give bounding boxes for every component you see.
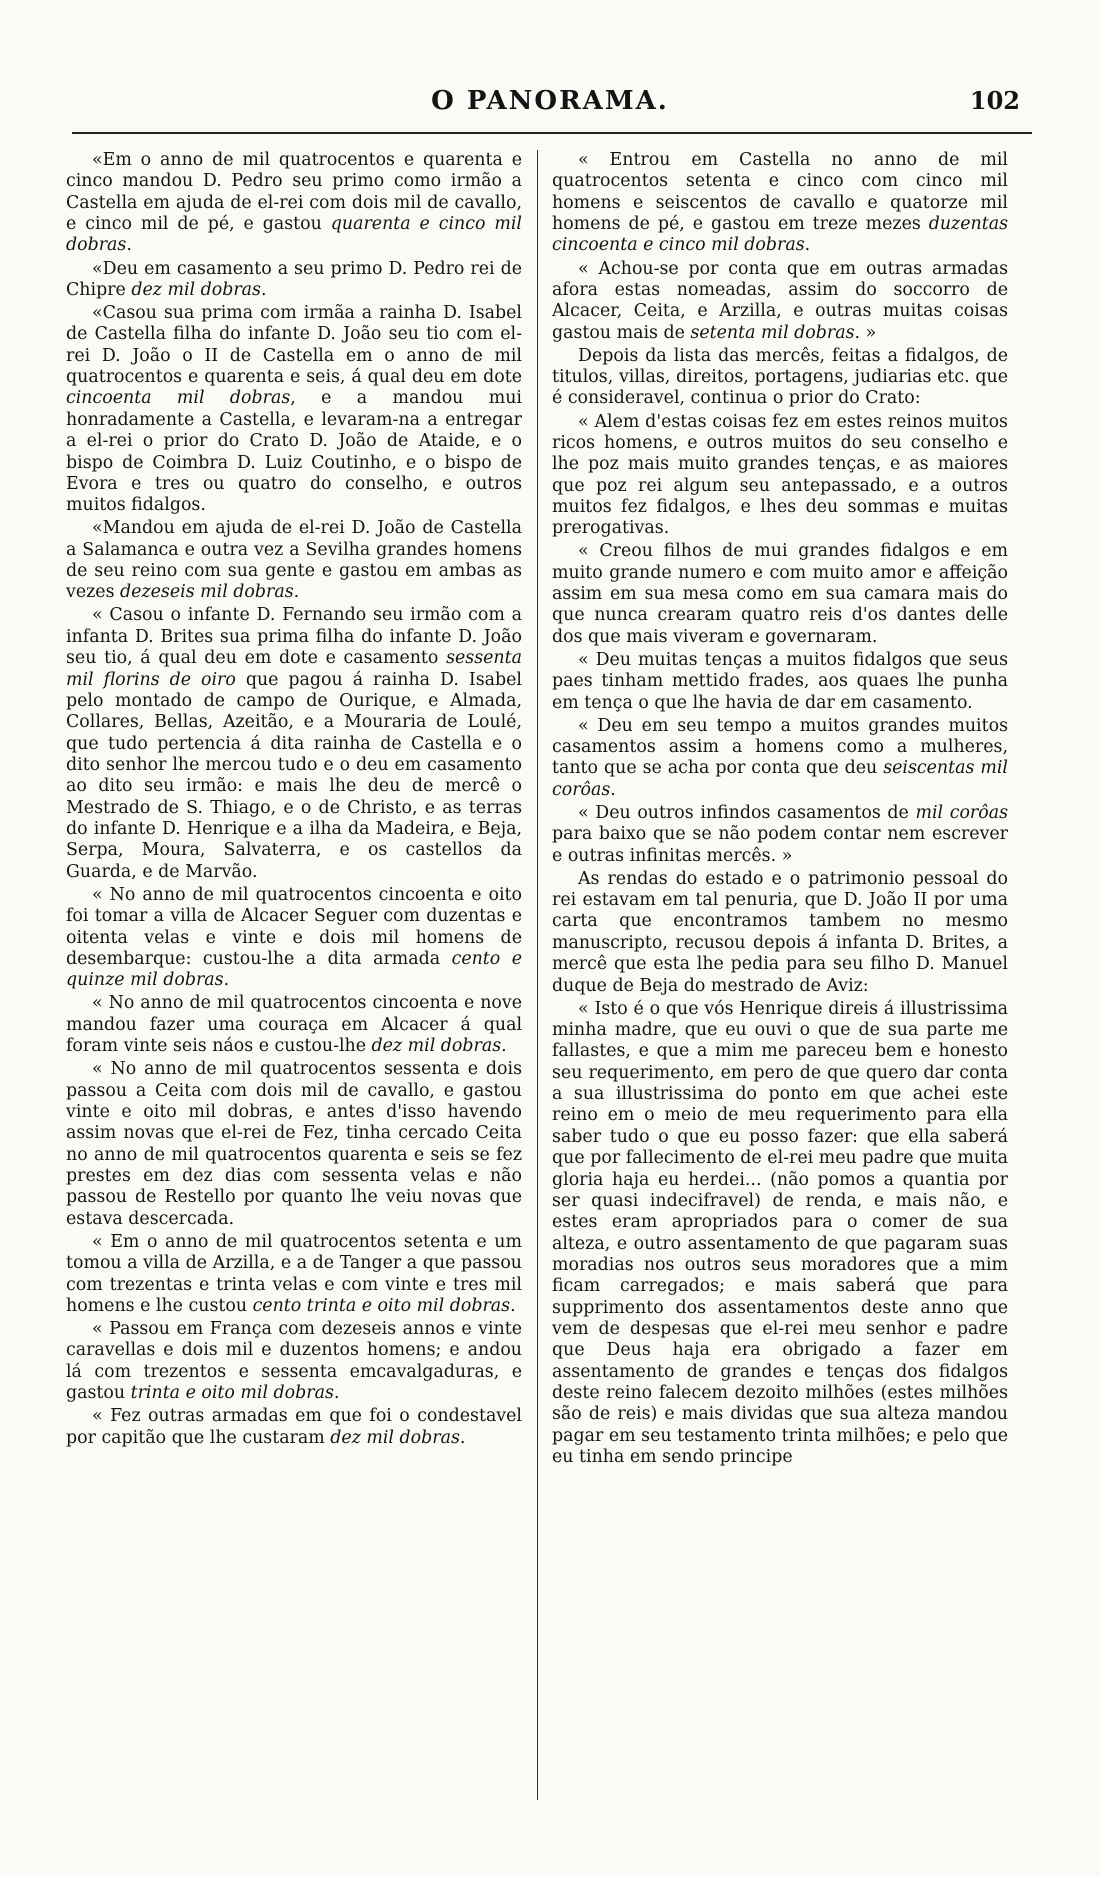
paragraph-text: « Fez outras armadas em que foi o condestavel por capitão que lhe custaram (66, 1406, 522, 1448)
paragraph-text-end: , e a mandou mui honradamente a Castella, e levaram-na a entregar a el-rei o prior do Crato D. João de Ataide, e o bispo de Coimbra D. Luiz Coutinho, e o bispo de Evora e tres ou quatro do conselho, e outros muitos fidalgos. (66, 388, 522, 516)
right-column (552, 150, 1008, 1469)
paragraph-italic: setenta mil dobras (690, 322, 855, 343)
paragraph-italic: cento trinta e oito mil dobras (252, 1295, 511, 1316)
paragraph-text: « Deu outros infindos casamentos de (578, 802, 916, 823)
paragraph (66, 1232, 522, 1317)
paragraph (552, 869, 1008, 997)
paragraph (552, 650, 1008, 714)
paragraph-text: «Em o anno de mil quatrocentos e quarenta e cinco mandou D. Pedro seu primo como irmão a Castella em ajuda de el-rei com dois mil de cavallo, e cinco mil de pé, e gastou (66, 150, 522, 235)
paragraph-text-end: . (223, 970, 230, 991)
publication-title: O PANORAMA. (431, 86, 669, 116)
paragraph (552, 150, 1008, 257)
paragraph-text: «Casou sua prima com irmãa a rainha D. Isabel de Castella filha do infante D. João seu tio com el-rei D. João o II de Castella em o anno de mil quatrocentos e quarenta e seis, á qual deu em dote (66, 302, 522, 388)
paragraph-text-end: para baixo que se não podem contar nem escrever e outras infinitas mercês. » (552, 824, 1008, 866)
paragraph-text: « No anno de mil quatrocentos cincoenta e oito foi tomar a villa de Alcacer Seguer com duzentas e oitenta velas e vinte e dois mil homens de desembarque: custou-lhe a dita armada (66, 884, 522, 969)
paragraph-text: «Mandou em ajuda de el-rei D. João de Castella a Salamanca e outra vez a Sevilha grandes homens de seu reino com sua gente e gastou em ambas as vezes (66, 518, 522, 603)
paragraph-text: « Em o anno de mil quatrocentos setenta e um tomou a villa de Arzilla, e a de Tanger a que passou com trezentas e trinta velas e com vinte e tres mil homens e lhe custou (66, 1231, 522, 1316)
paragraph (66, 1319, 522, 1404)
paragraph-text-end: . » (854, 322, 877, 343)
column-divider (537, 150, 538, 1800)
paragraph-italic: dez mil dobras (330, 1427, 460, 1448)
paragraph-text: « Passou em França com dezeseis annos e vinte caravellas e dois mil e duzentos homens; e andou lá com trezentos e sessenta emcavalgaduras, e gastou (66, 1319, 522, 1404)
paragraph-italic: trinta e oito mil dobras (130, 1383, 334, 1404)
paragraph-text: « Alem d'estas coisas fez em estes reinos muitos ricos homens, e outros muitos do seu conselho e lhe poz mais muito grandes tenças, e as maiores que poz rei algum seu antepassado, e a outros muitos fez fidalgos, e lhes deu sommas e muitas prerogativas. (552, 411, 1008, 539)
paragraph-italic: dez mil dobras (371, 1036, 502, 1057)
paragraph (66, 150, 522, 257)
paragraph-italic: dez mil dobras (131, 279, 261, 300)
paragraph-text: « Deu em seu tempo a muitos grandes muitos casamentos assim a homens como a mulheres, tanto que se acha por conta que deu (552, 715, 1008, 779)
paragraph-text-end: que pagou á rainha D. Isabel pelo montado de campo de Ourique, e Almada, Collares, Bellas, Azeitão, e a Mouraria de Loulé, que tudo pertencia á dita rainha de Castella e o dito senhor lhe mercou tudo e o deu em casamento ao dito seu irmão: e mais lhe deu de mercê o Mestrado de S. Thiago, e o de Christo, e as terras do infante D. Henrique e a ilha da Madeira, e Beja, Serpa, Moura, Salvaterra, e os castellos da Guarda, e de Marvão. (66, 669, 522, 882)
paragraph-text: « No anno de mil quatrocentos cincoenta e nove mandou fazer uma couraça em Alcacer á qual foram vinte seis náos e custou-lhe (66, 993, 522, 1057)
paragraph (66, 259, 522, 302)
paragraph-italic: quarenta e cinco mil dobras (66, 214, 522, 256)
paragraph-text: « Achou-se por conta que em outras armadas afora estas nomeadas, assim do soccorro de Alcacer, Ceita, e Arzilla, e outras muitas coisas gastou mais de (552, 258, 1008, 343)
paragraph (552, 999, 1008, 1469)
paragraph-italic: cincoenta mil dobras (66, 388, 291, 409)
paragraph (66, 518, 522, 603)
paragraph-italic: sessenta mil florins de oiro (66, 648, 522, 690)
paragraph-italic: seiscentas mil corôas (552, 758, 1008, 800)
paragraph-text: « Entrou em Castella no anno de mil quatrocentos setenta e cinco com cinco mil homens e seiscentos de cavallo e quatorze mil homens de pé, e gastou em treze mezes (552, 150, 1008, 235)
paragraph-italic: mil corôas (915, 802, 1008, 823)
paragraph-text-end: . (333, 1383, 340, 1404)
paragraph-text: As rendas do estado e o patrimonio pessoal do rei estavam em tal penuria, que D. João II por uma carta que encontramos tambem no mesmo manuscripto, recusou depois á infanta D. Brites, a mercê que esta lhe pedia para seu filho D. Manuel duque de Beja do mestrado de Aviz: (552, 868, 1008, 996)
paragraph (66, 1406, 522, 1449)
paragraph (66, 605, 522, 883)
paragraph-text: «Deu em casamento a seu primo D. Pedro rei de Chipre (66, 258, 522, 300)
paragraph-text-end: . (260, 279, 267, 300)
paragraph-text: Depois da lista das mercês, feitas a fidalgos, de titulos, villas, direitos, portagens, judiarias etc. que é consideravel, continua o prior do Crato: (552, 345, 1008, 409)
header-rule (72, 132, 1032, 134)
paragraph-text-end: . (501, 1036, 507, 1057)
paragraph-text-end: . (126, 235, 132, 256)
paragraph (66, 1059, 522, 1230)
left-column (66, 150, 522, 1449)
paragraph (552, 803, 1008, 867)
paragraph-text-end: . (459, 1427, 466, 1448)
page-header (0, 82, 1100, 122)
paragraph-text-end: . (610, 779, 616, 800)
page-number: 102 (969, 86, 1020, 115)
paragraph-text-end: . (804, 235, 811, 256)
paragraph-italic: cento e quinze mil dobras (66, 948, 523, 991)
paragraph-italic: duzentas cincoenta e cinco mil dobras (552, 214, 1008, 256)
paragraph-text: « Deu muitas tenças a muitos fidalgos que seus paes tinham mettido frades, aos quaes lhe punha em tença o que lhe havia de dar em casamento. (552, 649, 1008, 713)
paragraph (66, 885, 522, 992)
paragraph (66, 303, 522, 517)
paragraph-text: « No anno de mil quatrocentos sessenta e dois passou a Ceita com dois mil de cavallo, e gastou vinte e oito mil dobras, e antes d'isso havendo assim novas que el-rei de Fez, tinha cercado Ceita no anno de mil quatrocentos quarenta e seis se fez prestes em dez dias com sessenta velas e não passou de Restello por quanto lhe veiu novas que estava descercada. (66, 1059, 522, 1229)
paragraph-text-end: . (510, 1295, 516, 1316)
paragraph-text: « Creou filhos de mui grandes fidalgos e em muito grande numero e com muito amor e affeição assim em sua mesa como em sua camara mais do que nunca crearam quatro reis d'os dantes delle dos que mais viveram e governaram. (552, 541, 1008, 647)
paragraph-text: « Casou o infante D. Fernando seu irmão com a infanta D. Brites sua prima filha do infante D. João seu tio, á qual deu em dote e casamento (66, 605, 522, 669)
paragraph-text-end: . (293, 582, 300, 603)
paragraph (552, 346, 1008, 410)
paragraph (552, 412, 1008, 540)
paragraph (66, 993, 522, 1057)
paragraph (552, 259, 1008, 344)
paragraph (552, 716, 1008, 801)
paragraph-italic: dezeseis mil dobras (120, 582, 294, 603)
paragraph (552, 541, 1008, 648)
paragraph-text: « Isto é o que vós Henrique direis á illustrissima minha madre, que eu ouvi o que de sua parte me fallastes, e que a mim me pareceu bem e honesto seu requerimento, em pero de que quero dar conta a sua illustrissima do ponto em que achei este reino em o meio de meu requerimento para ella saber tudo o que eu posso fazer: que ella saberá que por fallecimento de el-rei meu padre que muita gloria haja eu herdei... (não pomos a quantia por ser quasi indecifravel) de renda, e mais não, e estes eram apropriados para o comer de sua alteza, e outro assentamento de que pagaram suas moradias nos outros seus moradores que a mim ficam carregados; e mais saberá que para supprimento dos assentamentos deste anno que vem de despesas que el-rei meu senhor e padre que Deus haja era obrigado a fazer em assentamento de grandes e tenças dos fidalgos deste reino falecem dezoito milhões (estes milhões são de reis) e mais dividas que sua alteza mandou pagar em seu testamento trinta milhões; e pelo que eu tinha em sendo principe (552, 998, 1008, 1468)
